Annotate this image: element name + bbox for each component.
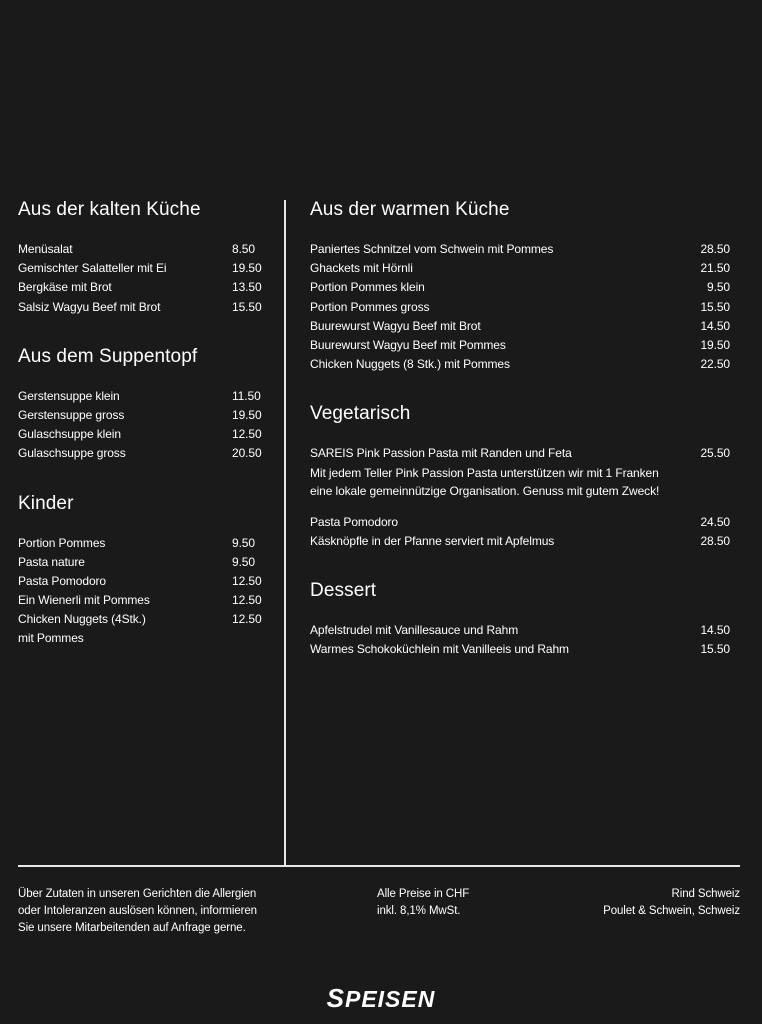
right-column [310,198,730,687]
section-title: Vegetarisch [310,403,411,425]
item-price: 14.50 [700,622,730,637]
item-price: 13.50 [232,280,262,295]
menu-item [310,259,730,278]
allergy-line: oder Intoleranzen auslösen können, informieren [18,905,257,917]
item-name: Pasta Pomodoro [18,573,106,588]
menu-item [18,591,268,610]
item-price: 12.50 [232,573,262,588]
item-price: 19.50 [232,261,262,276]
menu-item [310,532,730,551]
footer-divider [18,865,740,867]
item-name: SAREIS Pink Passion Pasta mit Randen und Feta [310,446,572,461]
item-name: Ghackets mit Hörnli [310,261,413,276]
item-price: 9.50 [707,280,730,295]
item-name: Paniertes Schnitzel vom Schwein mit Pommes [310,242,554,256]
menu-item [18,240,268,259]
menu-item [310,621,730,640]
item-price: 28.50 [700,242,730,256]
menu-item [18,387,268,406]
item-price: 19.50 [700,337,730,352]
menu-item-continuation [18,629,268,648]
menu-list [18,387,268,464]
item-name: Menüsalat [18,242,73,256]
item-price: 12.50 [232,427,262,442]
menu-list [310,240,730,374]
item-name: Portion Pommes klein [310,280,425,295]
page-title [0,983,762,1014]
section-vegetarisch [310,402,730,551]
section-title: Aus der warmen Küche [310,199,510,220]
section-title: Aus der kalten Küche [18,199,201,220]
left-column [18,198,268,677]
item-name: Gulaschsuppe klein [18,427,121,442]
section-warme-kueche [310,198,730,374]
menu-item [310,317,730,336]
menu-item [310,355,730,374]
price-notice [377,886,537,920]
menu-item [310,640,730,659]
meat-origin [520,886,740,920]
item-price: 11.50 [232,388,261,403]
item-name: Buurewurst Wagyu Beef mit Pommes [310,337,506,352]
item-name: Gulaschsuppe gross [18,446,126,461]
item-name: Ein Wienerli mit Pommes [18,593,150,608]
menu-item [310,444,730,463]
menu-list [18,240,268,317]
allergy-line: Über Zutaten in unseren Gerichten die Allergien [18,888,257,900]
item-price: 12.50 [232,593,262,608]
item-price: 15.50 [700,299,730,314]
page-title-rest: PEISEN [344,986,436,1012]
item-price: 25.50 [700,446,730,461]
item-name: Salsiz Wagyu Beef mit Brot [18,299,161,314]
menu-item [18,298,268,317]
section-kinder [18,492,268,649]
charity-note-line2: eine lokale gemeinnützige Organisation. Genuss mit gutem Zweck! [310,483,660,498]
item-name: Gerstensuppe klein [18,388,120,403]
item-price: 28.50 [700,533,730,548]
charity-note [310,464,730,500]
menu-item [310,513,730,532]
section-suppentopf [18,345,268,464]
menu-list [310,444,730,551]
origin-line: Rind Schweiz [671,888,740,900]
item-price: 22.50 [700,357,730,372]
item-name: Bergkäse mit Brot [18,280,112,295]
menu-item [18,406,268,425]
item-price: 12.50 [232,612,262,627]
allergy-notice [18,886,288,937]
allergy-line: Sie unsere Mitarbeitenden auf Anfrage gerne. [18,922,246,934]
menu-item [18,534,268,553]
menu-item [18,425,268,444]
item-name: Chicken Nuggets (4Stk.) [18,612,146,627]
menu-item [18,259,268,278]
item-price: 19.50 [232,407,262,422]
menu-item [18,610,268,629]
origin-line: Poulet & Schwein, Schweiz [603,905,740,917]
item-name: Gerstensuppe gross [18,407,125,422]
menu-item [18,278,268,297]
column-divider [284,200,286,865]
menu-item [18,572,268,591]
menu-item [310,298,730,317]
section-title: Dessert [310,579,377,601]
item-name: Apfelstrudel mit Vanillesauce und Rahm [310,622,519,637]
price-currency-line: Alle Preise in CHF [377,888,470,900]
item-name: Portion Pommes [18,535,106,550]
item-name: Käsknöpfle in der Pfanne serviert mit Apfelmus [310,533,555,548]
item-price: 9.50 [232,535,255,550]
item-price: 20.50 [232,446,262,461]
menu-item [310,278,730,297]
menu-list [18,534,268,649]
section-kalte-kueche [18,198,268,317]
item-name: Buurewurst Wagyu Beef mit Brot [310,318,481,333]
item-price: 9.50 [232,554,255,569]
section-title: Aus dem Suppentopf [18,345,198,367]
menu-item [18,444,268,463]
item-price: 24.50 [700,514,730,529]
item-price: 14.50 [700,318,730,333]
item-price: 15.50 [232,299,262,314]
section-title: Kinder [18,492,74,514]
item-price: 15.50 [700,642,730,657]
menu-item [310,336,730,355]
item-price: 21.50 [700,261,730,276]
menu-list [310,621,730,659]
item-name: Gemischter Salatteller mit Ei [18,261,167,276]
item-name: Pasta Pomodoro [310,514,398,529]
section-dessert [310,579,730,659]
item-name-line2: mit Pommes [18,631,84,646]
item-name: Pasta nature [18,554,85,569]
item-name: Warmes Schokoküchlein mit Vanilleeis und Rahm [310,642,569,657]
menu-item [18,553,268,572]
price-vat-line: inkl. 8,1% MwSt. [377,905,461,917]
menu-item [310,240,730,259]
page-title-cap: S [326,983,345,1013]
item-price: 8.50 [232,242,255,256]
charity-note-line1: Mit jedem Teller Pink Passion Pasta unterstützen wir mit 1 Franken [310,465,659,480]
item-name: Chicken Nuggets (8 Stk.) mit Pommes [310,357,510,372]
item-name: Portion Pommes gross [310,299,430,314]
